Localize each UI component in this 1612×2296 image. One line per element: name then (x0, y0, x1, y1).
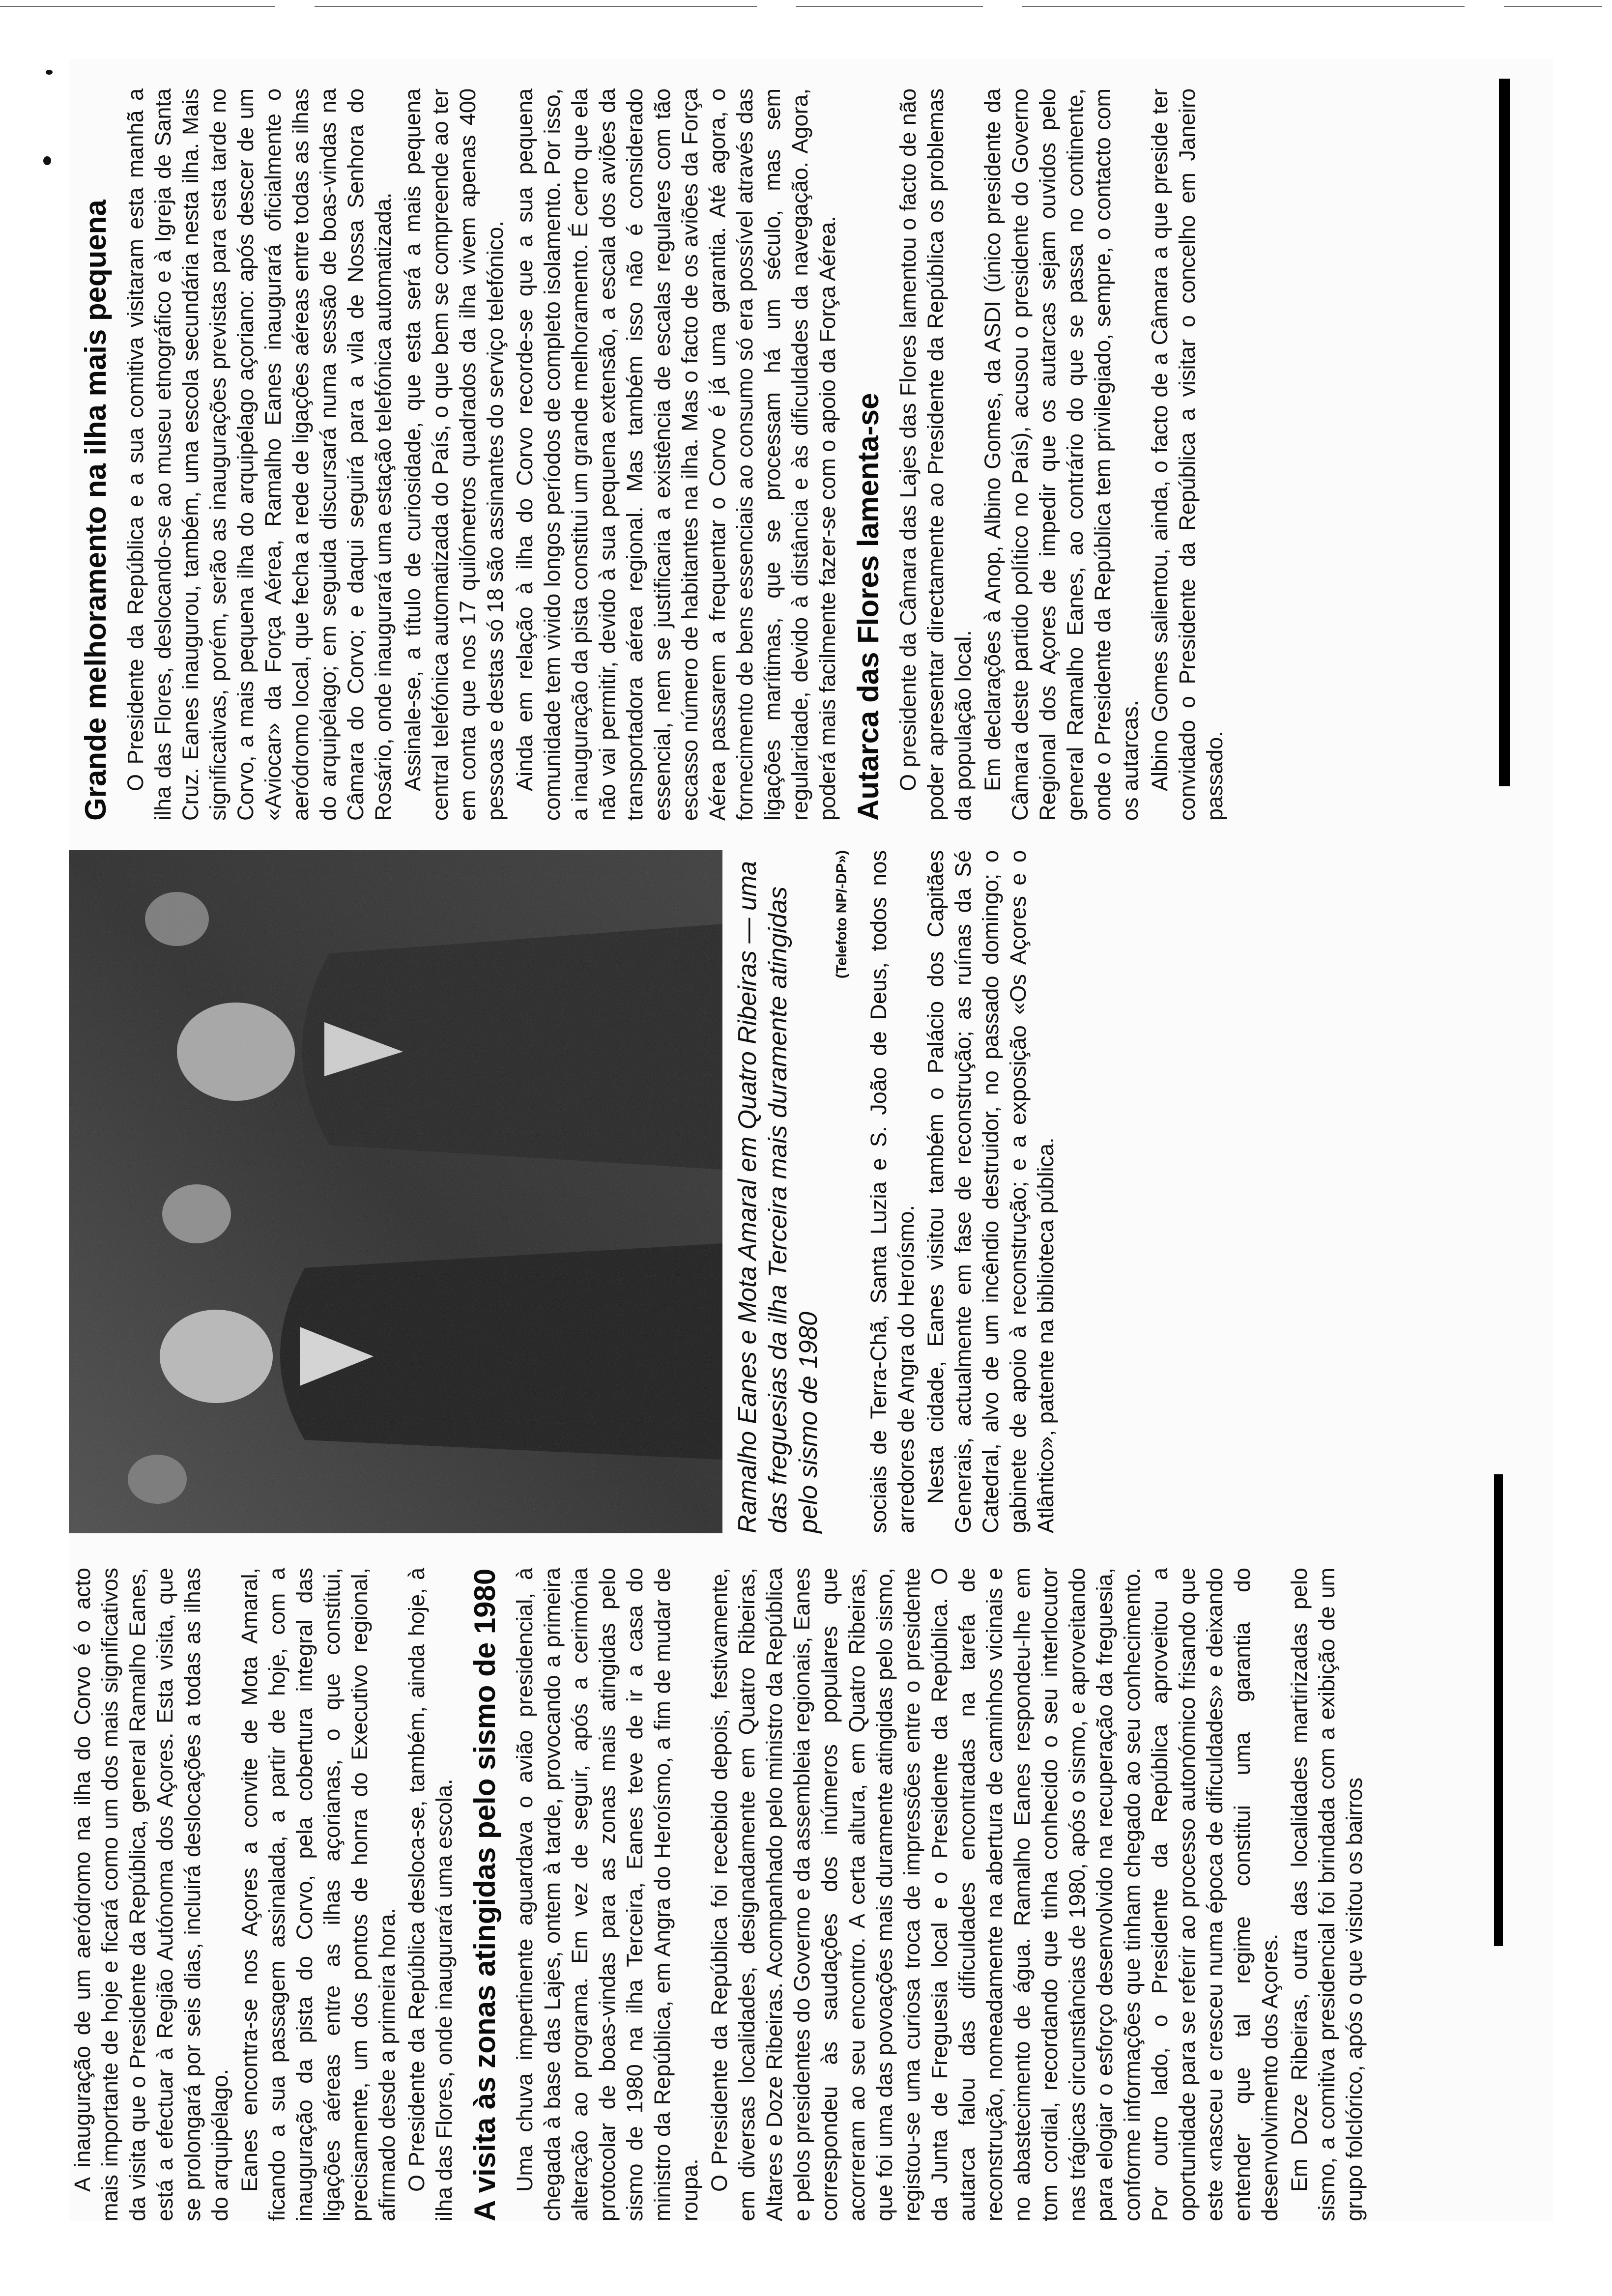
paragraph: Albino Gomes salientou, ainda, o facto de a Câmara a que preside ter convidado o Presidente da República a visitar o concelho em Janeiro passado. (1147, 88, 1227, 821)
scan-edge-bar (1494, 1474, 1503, 1946)
section-heading: Grande melhoramento na ilha mais pequena (79, 200, 112, 821)
paragraph: Assinale-se, a título de curiosidade, que esta será a mais pequena central telefónica automatizada do País, o que bem se compreende ao ter em conta que nos 17 quilómetros quadrados da ilha vivem apenas 400 pessoas e destas só 18 são assinantes do serviço telefónico. (400, 88, 508, 821)
photo-image (69, 850, 722, 1533)
scan-speck (43, 156, 51, 165)
section-heading: A visita às zonas atingidas pelo sismo de 1980 (468, 1568, 501, 2221)
section-heading: Autarca das Flores lamenta-se (852, 393, 885, 821)
scan-speck (46, 70, 53, 75)
photo-caption (732, 850, 857, 1533)
article-column-right (69, 88, 1231, 821)
caption-text: Ramalho Eanes e Mota Amaral em Quatro Ribeiras — uma das freguesias da ilha Terceira mais duramente atingidas pelo sismo de 1980 (733, 861, 823, 1533)
scan-edge-bar (1499, 79, 1510, 786)
news-photo (69, 850, 722, 1533)
paragraph: Nesta cidade, Eanes visitou também o Palácio dos Capitães Generais, actualmente em fase de reconstrução; as ruínas da Sé Catedral, alvo de um incêndio destruidor, no passado domingo; o gabinete de apoio à reconstrução; e a exposição «Os Açores e o Atlântico», patente na biblioteca pública. (923, 850, 1058, 1533)
photo-credit: (Telefoto NP/-DP») (834, 850, 850, 979)
paragraph: O Presidente da República foi recebido depois, festivamente, em diversas localidades, designadamente em Quatro Ribeiras, Altares e Doze Ribeiras. Acompanhado pelo ministro da República e pelos presidentes do Governo e da assembleia regionais, Eanes correspondeu às saudações dos inúmeros populares que acorreram ao seu encontro. A certa altura, em Quatro Ribeiras, que foi uma das povoações mais duramente atingidas pelo sismo, registou-se uma curiosa troca de impressões entre o presidente da Junta de Freguesia local e o Presidente da República. O autarca falou das dificuldades encontradas na tarefa de reconstrução, nomeadamente na abertura de caminhos vicinais e no abastecimento de água. Ramalho Eanes respondeu-lhe em tom cordial, recordando que tinha conhecido o seu interlocutor nas trágicas circunstâncias de 1980, após o sismo, e aproveitando para elogiar o esforço desenvolvido na recuperação da freguesia, conforme informações que tinham chegado ao seu conhecimento. Por outro lado, o Presidente da República aproveitou a oportunidade para se referir ao processo autonómico frisando que este «nasceu e cresceu numa época de dificuldades» e deixando entender que tal regime constitui uma garantia do desenvolvimento dos Açores. (707, 1568, 1282, 2221)
paragraph: sociais de Terra-Chã, Santa Luzia e S. João de Deus, todos nos arredores de Angra do Heroísmo. (866, 850, 919, 1533)
article-column-left (69, 1568, 1370, 2221)
paragraph: A inauguração de um aeródromo na ilha do Corvo é o acto mais importante de hoje e ficará como um dos mais significativos da visita que o Presidente da República, general Ramalho Eanes, está a efectuar à Região Autónoma dos Açores. Esta visita, que se prolongará por seis dias, incluirá deslocações a todas as ilhas do arquipélago. (70, 1568, 232, 2221)
paragraph: Em declarações à Anop, Albino Gomes, da ASDI (único presidente da Câmara deste partido político no País), acusou o presidente do Governo Regional dos Açores de impedir que os autarcas sejam ouvidos pelo general Ramalho Eanes, ao contrário do que se passa no continente, onde o Presidente da República tem privilegiado, sempre, o contacto com os autarcas. (980, 88, 1143, 821)
newspaper-clipping (69, 59, 1553, 2221)
paragraph: Ainda em relação à ilha do Corvo recorde-se que a sua pequena comunidade tem vivido longos períodos de completo isolamento. Por isso, a inauguração da pista constitui um grande melhoramento. É certo que ela não vai permitir, devido à sua pequena extensão, a escala dos aviões da transportadora aérea regional. Mas também isso não é considerado essencial, nem se justificaria a existência de escalas regulares com tão escasso número de habitantes na ilha. Mas o facto de os aviões da Força Aérea passarem a frequentar o Corvo é já uma garantia. Até agora, o fornecimento de bens essenciais ao consumo só era possível através das ligações marítimas, que se processam há um século, mas sem regularidade, devido à distância e às dificuldades da navegação. Agora, poderá mais facilmente fazer-se com o apoio da Força Aérea. (512, 88, 840, 821)
paragraph: O presidente da Câmara das Lajes das Flores lamentou o facto de não poder apresentar directamente ao Presidente da República os problemas da população local. (895, 88, 976, 821)
paragraph: Em Doze Ribeiras, outra das localidades martirizadas pelo sismo, a comitiva presidencial foi brindada com a exibição de um grupo folclórico, após o que visitou os bairros (1287, 1568, 1367, 2221)
article-column-middle (865, 850, 1062, 1533)
scan-top-edge (0, 0, 1612, 20)
paragraph: O Presidente da República desloca-se, também, ainda hoje, à ilha das Flores, onde inaugurará uma escola. (404, 1568, 457, 2221)
paragraph: Uma chuva impertinente aguardava o avião presidencial, à chegada à base das Lajes, ontem à tarde, provocando a primeira alteração ao programa. Em vez de seguir, após a cerimónia protocolar de boas-vindas para as zonas mais atingidas pelo sismo de 1980 na ilha Terceira, Eanes teve de ir a casa do ministro da República, em Angra do Heroísmo, a fim de mudar de roupa. (512, 1568, 702, 2221)
paragraph: Eanes encontra-se nos Açores a convite de Mota Amaral, ficando a sua passagem assinalada, a partir de hoje, com a inauguração da pista do Corvo, pela cobertura integral das ligações aéreas entre as ilhas açorianas, o que constitui, precisamente, um dos pontos de honra do Executivo regional, afirmado desde a primeira hora. (237, 1568, 400, 2221)
paragraph: O Presidente da República e a sua comitiva visitaram esta manhã a ilha das Flores, deslocando-se ao museu etnográfico e à Igreja de Santa Cruz. Eanes inaugurou, também, uma escola secundária nesta ilha. Mais significativas, porém, serão as inaugurações previstas para esta tarde no Corvo, a mais pequena ilha do arquipélago açoriano: após descer de um «Aviocar» da Força Aérea, Ramalho Eanes inaugurará oficialmente o aeródromo local, que fecha a rede de ligações aéreas entre todas as ilhas do arquipélago; em seguida discursará numa sessão de boas-vindas na Câmara do Corvo; e daqui seguirá para a vila de Nossa Senhora do Rosário, onde inaugurará uma estação telefónica automatizada. (123, 88, 396, 821)
